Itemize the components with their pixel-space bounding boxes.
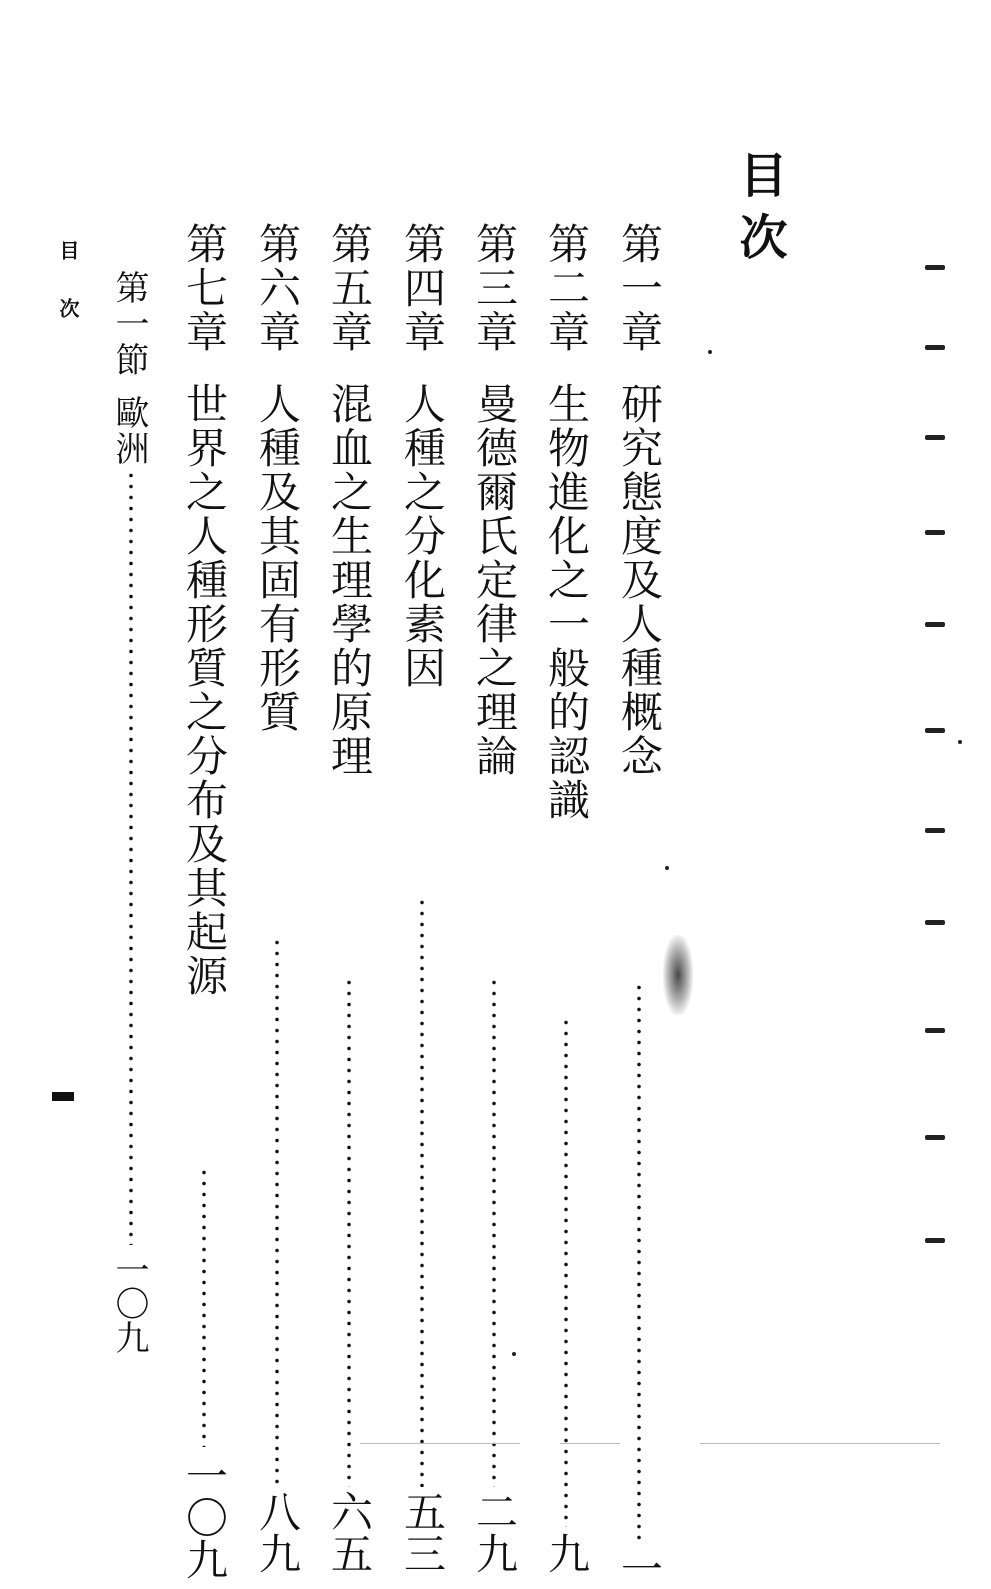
toc-entry-chapter-6 — [248, 222, 308, 1574]
chapter-label: 第六章 — [253, 222, 302, 354]
chapter-label: 第四章 — [398, 222, 447, 354]
ink-speck — [512, 1352, 516, 1356]
running-head: 目次 — [56, 240, 80, 356]
margin-tick — [925, 828, 945, 833]
chapter-label: 第三章 — [470, 222, 519, 354]
margin-tick — [925, 1135, 945, 1140]
page-number: 八九 — [253, 1490, 302, 1574]
margin-tick — [925, 1028, 945, 1033]
margin-tick — [925, 435, 945, 440]
section-label: 第一節 — [109, 270, 149, 378]
chapter-title: 生物進化之一般的認識 — [542, 382, 591, 822]
folio-mark — [52, 1092, 74, 1101]
chapter-title: 混血之生理學的原理 — [325, 382, 374, 778]
ink-speck — [958, 740, 962, 744]
page-number: 二九 — [470, 1490, 519, 1574]
toc-entry-chapter-5 — [320, 222, 380, 1574]
chapter-title: 世界之人種形質之分布及其起源 — [180, 382, 229, 998]
toc-entry-chapter-4 — [393, 222, 453, 1574]
section-title: 歐洲 — [109, 395, 149, 467]
dot-leader — [636, 982, 642, 1542]
page-number: 五三 — [398, 1490, 447, 1574]
chapter-label: 第七章 — [180, 222, 229, 354]
chapter-label: 第五章 — [325, 222, 374, 354]
dot-leader — [274, 937, 280, 1487]
toc-entry-chapter-2 — [537, 222, 597, 1574]
page-number: 一〇九 — [109, 1252, 149, 1354]
page-number: 一 — [615, 1547, 664, 1589]
dot-leader — [491, 977, 497, 1487]
ink-speck — [708, 350, 712, 354]
margin-tick — [925, 622, 945, 627]
scan-artifact — [360, 1443, 520, 1444]
chapter-label: 第二章 — [542, 222, 591, 354]
dot-leader — [346, 977, 352, 1487]
dot-leader — [563, 1017, 569, 1527]
page-number: 六五 — [325, 1490, 374, 1574]
margin-tick — [925, 1238, 945, 1243]
margin-tick — [925, 920, 945, 925]
toc-entry-section-1 — [100, 270, 160, 1410]
scan-artifact — [560, 1443, 620, 1444]
chapter-label: 第一章 — [615, 222, 664, 354]
margin-tick — [925, 728, 945, 733]
page-number: 一〇九 — [180, 1454, 229, 1580]
dot-leader — [419, 897, 425, 1487]
scan-artifact — [700, 1443, 940, 1444]
page-number: 九 — [542, 1532, 591, 1574]
chapter-title: 曼德爾氏定律之理論 — [470, 382, 519, 778]
ink-speck — [665, 866, 669, 870]
dot-leader — [128, 470, 134, 1245]
toc-entry-chapter-1 — [610, 222, 670, 1589]
ink-smudge — [663, 935, 693, 1015]
page-title: 目次 — [731, 150, 787, 274]
chapter-title: 人種之分化素因 — [398, 382, 447, 690]
chapter-title: 研究態度及人種概念 — [615, 382, 664, 778]
margin-tick — [925, 530, 945, 535]
margin-tick — [925, 265, 945, 270]
toc-entry-chapter-3 — [465, 222, 525, 1574]
chapter-title: 人種及其固有形質 — [253, 382, 302, 734]
margin-tick — [925, 345, 945, 350]
toc-entry-chapter-7 — [175, 222, 235, 1580]
dot-leader — [201, 1167, 207, 1447]
